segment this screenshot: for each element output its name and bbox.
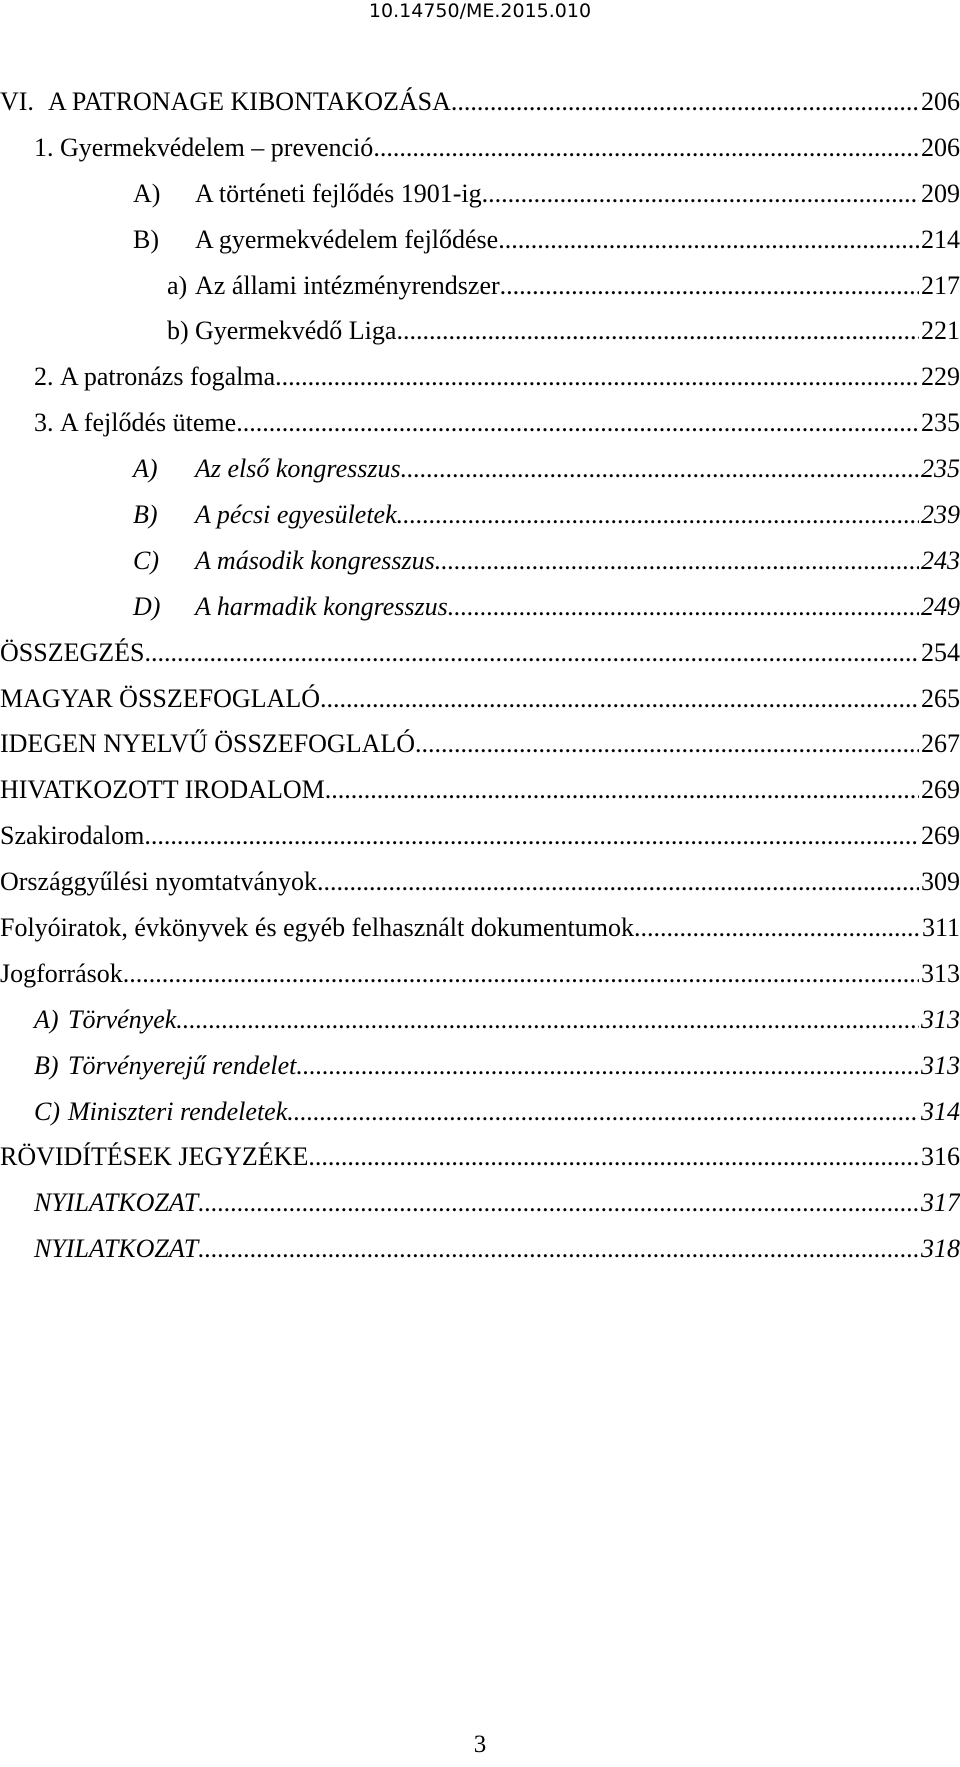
toc-entry-page: 243 [921,545,960,575]
dot-leader [144,630,919,676]
toc-entry-page: 309 [921,867,960,897]
toc-entry-page: 209 [921,178,960,208]
toc-entry-title: Országgyűlési nyomtatványok [0,867,317,897]
dot-leader [275,354,919,400]
toc-entry[interactable] [0,630,960,676]
toc-entry-page: 249 [921,591,960,621]
toc-entry-page: 239 [921,500,960,530]
toc-entry-page: 269 [921,821,960,851]
toc-entry[interactable] [0,1089,960,1135]
toc-entry[interactable] [0,905,960,951]
dot-leader [451,79,919,125]
toc-entry-label: 2. [34,362,54,392]
toc-entry-title: ÖSSZEGZÉS [0,637,145,667]
dot-leader [448,584,919,630]
toc-entry-page: 221 [921,316,960,346]
table-of-contents [0,79,960,1272]
toc-entry-label: C) [133,545,159,575]
toc-entry-label: C) [34,1096,60,1126]
toc-entry[interactable] [0,1180,960,1226]
toc-entry[interactable] [0,492,960,538]
toc-entry-title: Jogforrások [0,958,123,988]
dot-leader [396,308,919,354]
dot-leader [198,1180,919,1226]
toc-entry[interactable] [0,721,960,767]
toc-entry-title: A fejlődés üteme [60,408,237,438]
toc-entry-page: 317 [921,1188,960,1218]
toc-entry-page: 313 [921,1004,960,1034]
toc-entry-label: 1. [34,132,54,162]
toc-entry[interactable] [0,813,960,859]
toc-entry-title: HIVATKOZOTT IRODALOM [0,775,325,805]
toc-entry-page: 229 [921,362,960,392]
toc-entry-page: 206 [921,132,960,162]
dot-leader [198,1226,919,1272]
toc-entry-label: B) [133,500,158,530]
toc-entry-page: 206 [921,87,960,116]
toc-entry[interactable] [0,125,960,171]
dot-leader [236,400,919,446]
dot-leader [498,217,919,263]
toc-entry-page: 269 [921,775,960,805]
toc-entry[interactable] [0,767,960,813]
toc-entry-title: A patronázs fogalma [60,362,276,392]
toc-entry-label: A) [133,178,161,208]
toc-entry[interactable] [0,171,960,217]
toc-entry-page: 311 [921,913,960,943]
dot-leader [325,767,919,813]
toc-entry-title: MAGYAR ÖSSZEFOGLALÓ [0,683,320,713]
toc-entry[interactable] [0,584,960,630]
toc-entry[interactable] [0,263,960,309]
toc-entry-page: 313 [921,1050,960,1080]
dot-leader [144,813,919,859]
toc-entry-title: Gyermekvédelem – prevenció [60,132,374,162]
toc-entry[interactable] [0,1134,960,1180]
toc-entry-title: Az állami intézményrendszer [195,270,500,300]
toc-entry[interactable] [0,1226,960,1272]
dot-leader [415,721,919,767]
toc-entry[interactable] [0,997,960,1043]
toc-entry-title: Folyóiratok, évkönyvek és egyéb felhasznált dokumentumok [0,913,634,943]
toc-entry[interactable] [0,446,960,492]
toc-entry-label: B) [34,1050,59,1080]
toc-entry-label: b) [167,316,189,346]
toc-entry-title: A PATRONAGE KIBONTAKOZÁSA [48,87,451,116]
toc-entry-label: A) [34,1004,59,1034]
toc-entry[interactable] [0,217,960,263]
toc-entry[interactable] [0,79,960,125]
toc-entry-page: 267 [921,729,960,759]
dot-leader [373,125,919,171]
toc-entry-title: A pécsi egyesületek [195,500,397,530]
dot-leader [634,905,920,951]
toc-entry-page: 316 [921,1142,960,1172]
toc-entry-page: 214 [921,224,960,254]
toc-entry-page: 265 [921,683,960,713]
dot-leader [308,1134,919,1180]
dot-leader [482,171,919,217]
toc-entry-title: Törvényerejű rendelet [68,1050,297,1080]
toc-entry-label: A) [133,454,158,484]
dot-leader [287,1089,919,1135]
toc-entry-title: A második kongresszus [195,545,435,575]
toc-entry-page: 254 [921,637,960,667]
toc-entry[interactable] [0,354,960,400]
toc-entry[interactable] [0,859,960,905]
toc-entry-title: Szakirodalom [0,821,145,851]
toc-entry-title: Miniszteri rendeletek [68,1096,288,1126]
toc-entry-title: Az első kongresszus [195,454,401,484]
toc-entry-page: 235 [921,408,960,438]
toc-entry-page: 314 [921,1096,960,1126]
toc-entry-page: 235 [921,454,960,484]
toc-entry[interactable] [0,538,960,584]
dot-leader [317,859,919,905]
doi-header: 10.14750/ME.2015.010 [368,0,592,22]
toc-entry-page: 318 [921,1234,960,1264]
toc-entry[interactable] [0,951,960,997]
toc-entry-title: A gyermekvédelem fejlődése [195,224,499,254]
dot-leader [320,676,919,722]
toc-entry-page: 217 [921,270,960,300]
dot-leader [500,263,919,309]
toc-entry-title: RÖVIDÍTÉSEK JEGYZÉKE [0,1142,309,1172]
toc-entry-title: NYILATKOZAT [34,1188,199,1218]
toc-entry-label: 3. [34,408,54,438]
toc-entry-title: A harmadik kongresszus [195,591,448,621]
toc-entry-label: VI. [0,87,34,116]
dot-leader [397,492,919,538]
toc-entry[interactable] [0,308,960,354]
toc-entry-label: a) [167,270,188,300]
toc-entry[interactable] [0,1043,960,1089]
toc-entry[interactable] [0,400,960,446]
toc-entry-label: B) [133,224,159,254]
dot-leader [176,997,919,1043]
page-number: 3 [473,1731,487,1758]
dot-leader [401,446,919,492]
toc-entry-title: IDEGEN NYELVŰ ÖSSZEFOGLALÓ [0,729,416,759]
dot-leader [435,538,919,584]
dot-leader [123,951,919,997]
toc-entry-title: A történeti fejlődés 1901-ig [195,178,482,208]
dot-leader [296,1043,919,1089]
toc-entry-title: Gyermekvédő Liga [195,316,397,346]
toc-entry-label: D) [133,591,161,621]
toc-entry-title: Törvények [68,1004,177,1034]
toc-entry[interactable] [0,676,960,722]
toc-entry-page: 313 [921,958,960,988]
toc-entry-title: NYILATKOZAT [34,1234,199,1264]
